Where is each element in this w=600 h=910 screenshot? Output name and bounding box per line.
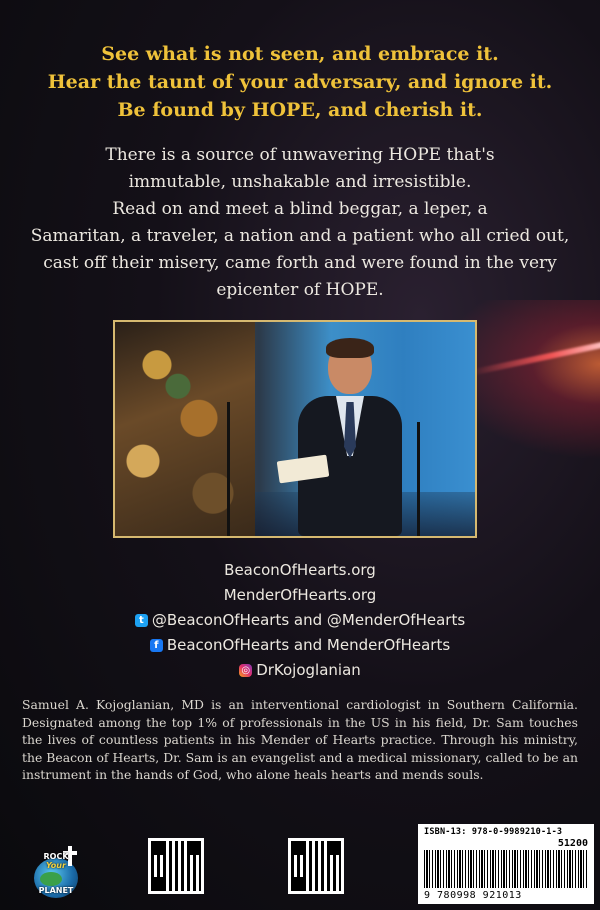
speaker-hair — [326, 338, 374, 358]
intro-line: Read on and meet a blind beggar, a leper, a — [112, 199, 488, 219]
stage-foliage — [115, 322, 255, 536]
qr-code-right[interactable] — [288, 838, 344, 894]
tagline-1: See what is not seen, and embrace it. — [101, 43, 499, 65]
tagline-2: Hear the taunt of your adversary, and ignore it. — [47, 71, 553, 93]
intro-line: cast off their misery, came forth and were found in the very — [43, 253, 557, 273]
rock-your-planet-logo: ROCK Your PLANET — [24, 850, 88, 900]
twitter-handles[interactable]: t @BeaconOfHearts and @MenderOfHearts — [0, 608, 600, 633]
mic-stand-left — [227, 402, 230, 536]
facebook-icon: f — [150, 639, 163, 652]
author-bio: Samuel A. Kojoglanian, MD is an interventional cardiologist in Southern California. Designated among the top 1% of professionals in the US in his field, Dr. Sam touches the lives of countless patients in his Mender of Hearts practice. Through his ministry, the Beacon of Hearts, Dr. Sam is an evangelist and a medical missionary, called to be an instrument in the hands of God, who alone heals hearts and mends souls. — [22, 697, 578, 782]
barcode-bars — [424, 850, 588, 888]
twitter-icon: t — [135, 614, 148, 627]
instagram-icon: ◎ — [239, 664, 252, 677]
author-photo — [113, 320, 477, 538]
price-code: 51200 — [557, 838, 588, 849]
tagline-3: Be found by HOPE, and cherish it. — [117, 99, 483, 121]
intro-line: immutable, unshakable and irresistible. — [128, 172, 472, 192]
contact-block — [0, 558, 600, 683]
intro-line: There is a source of unwavering HOPE that's — [105, 145, 495, 165]
facebook-handles[interactable]: f BeaconOfHearts and MenderOfHearts — [0, 633, 600, 658]
isbn-barcode — [418, 824, 594, 904]
intro-line: epicenter of HOPE. — [216, 280, 384, 300]
taglines — [0, 40, 600, 124]
intro-paragraph — [20, 142, 580, 304]
qr-code-left[interactable] — [148, 838, 204, 894]
barcode-number: 9 780998 921013 — [424, 890, 522, 901]
intro-line: Samaritan, a traveler, a nation and a patient who all cried out, — [30, 226, 570, 246]
website-beacon[interactable]: BeaconOfHearts.org — [224, 561, 376, 579]
isbn-label: ISBN-13: 978-0-9989210-1-3 — [424, 827, 563, 837]
instagram-handle[interactable]: ◎ DrKojoglanian — [0, 658, 600, 683]
speaker-figure — [280, 340, 420, 536]
website-mender[interactable]: MenderOfHearts.org — [223, 586, 377, 604]
